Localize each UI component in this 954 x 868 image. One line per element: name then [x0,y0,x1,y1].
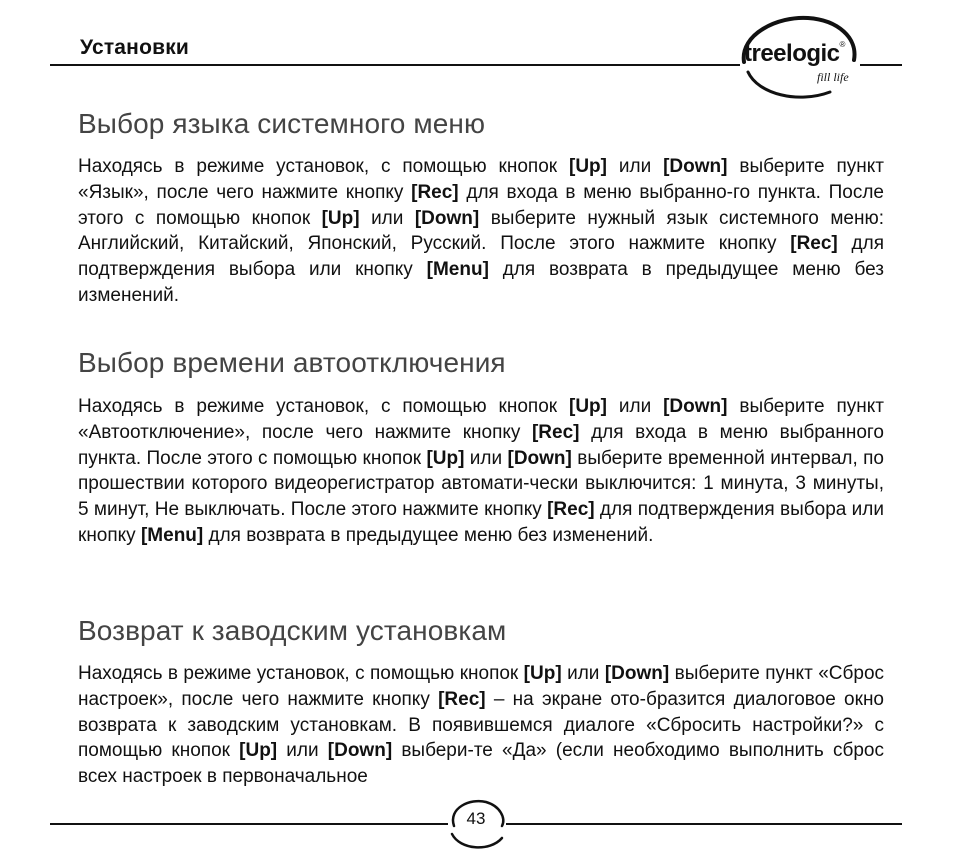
button-name-reference: [Up] [569,156,607,177]
button-name-reference: [Rec] [438,688,486,710]
section-paragraph-autooff: Находясь в режиме установок, с помощью кнопок [Up] или [Down] выберите пункт «Автоотключение», после чего нажмите кнопку [Rec] для входа в меню выбранного пункта. После этого с помощью кнопок [Up] или [Down] выберите временной интервал, по прошествии которого видеорегистратор автомати-чески выключится: 1 минута, 3 минуты, 5 минут, Не выключать. После этого нажмите кнопку [Rec] для подтверждения выбора или кнопку [Menu] для возврата в предыдущее меню без изменений. [78,396,884,546]
button-name-reference: [Up] [569,396,607,417]
section-heading-autooff: Выбор времени автоотключения [78,347,506,378]
button-name-reference: [Menu] [140,524,204,546]
logo-tagline: fill life [817,70,849,84]
button-name-reference: [Down] [507,447,572,469]
button-name-reference: [Rec] [790,233,838,255]
header-rule [50,64,740,66]
section-heading-language: Выбор языка системного меню [78,108,486,139]
button-name-reference: [Rec] [531,421,580,443]
button-name-reference: [Up] [426,447,465,469]
section-paragraph-language: Находясь в режиме установок, с помощью кнопок [Up] или [Down] выберите пункт «Язык», после чего нажмите кнопку [Rec] для входа в меню выбранно-го пункта. После этого с помощью кнопок [Up] или [Down] выберите нужный язык системного меню: Английский, Китайский, Японский, Русский. После этого нажмите кнопку [Rec] для подтверждения выбора или кнопку [Menu] для возврата в предыдущее меню без изменений. [78,156,885,306]
button-name-reference: [Menu] [426,259,489,281]
button-name-reference: [Up] [239,740,278,762]
section-paragraph-factory-reset: Находясь в режиме установок, с помощью кнопок [Up] или [Down] выберите пункт «Сброс настроек», после чего нажмите кнопку [Rec] – на экране ото-бразится диалоговое окно возврата к заводским установкам. В появившемся диалоге «Сбросить настройки?» с помощью кнопок [Up] или [Down] выбери-те «Да» (если необходимо выполнить сброс всех настроек в первоначальное [78,663,885,788]
page-section-title: Установки [80,36,190,59]
button-name-reference: [Rec] [411,181,459,203]
button-name-reference: [Down] [663,396,728,417]
header-rule-right [860,64,902,66]
footer-rule-left [50,823,448,825]
button-name-reference: [Rec] [547,499,595,521]
button-name-reference: [Down] [604,663,670,684]
page-number: 43 [466,809,486,828]
button-name-reference: [Down] [663,156,728,177]
footer-rule-right [506,823,902,825]
button-name-reference: [Up] [523,663,562,684]
treelogic-logo-text: treelogic® [744,40,845,67]
button-name-reference: [Up] [321,207,360,229]
button-name-reference: [Down] [414,207,480,229]
section-heading-factory-reset: Возврат к заводским установкам [78,615,507,646]
button-name-reference: [Down] [327,740,393,762]
